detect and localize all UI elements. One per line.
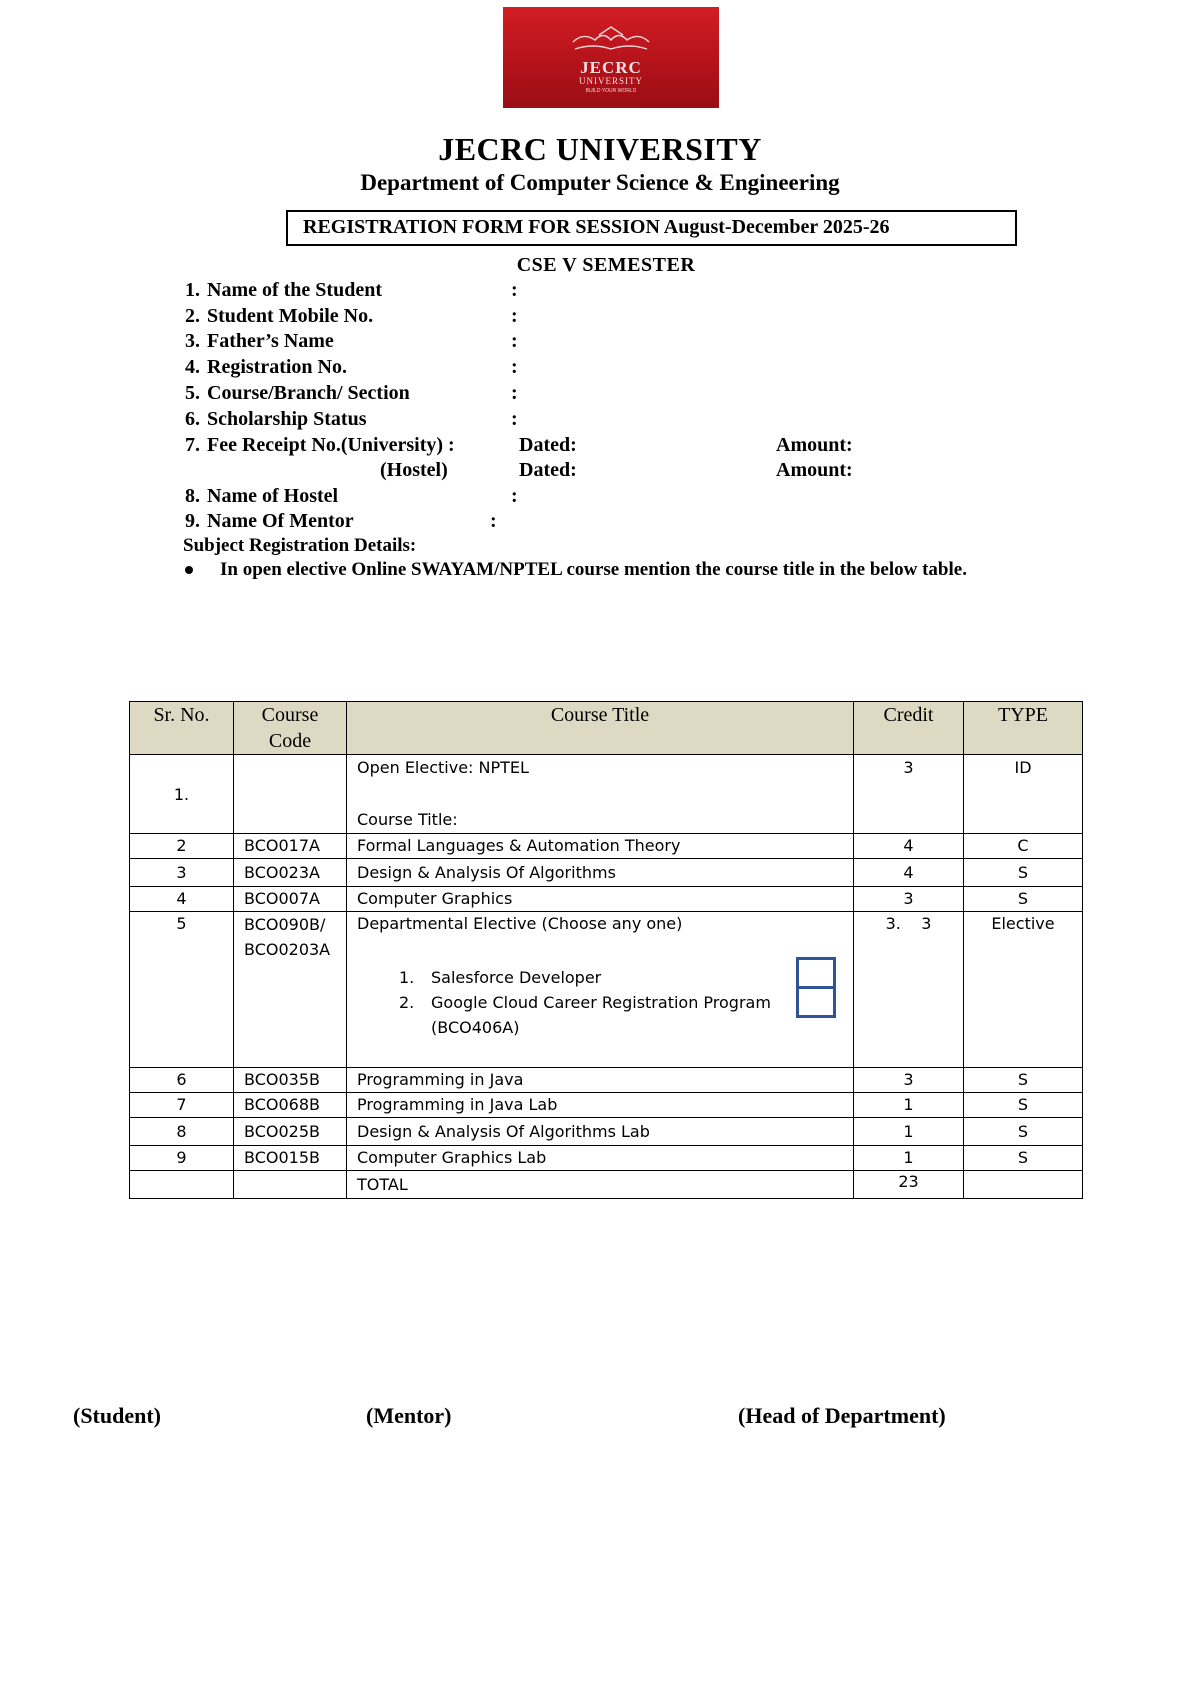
- fee-dated-label: Dated:: [519, 434, 577, 456]
- option-number: 2.: [399, 993, 415, 1012]
- field-number: 1.: [185, 279, 200, 301]
- field-number: 2.: [185, 305, 200, 327]
- field-label: Fee Receipt No.(University) :: [207, 434, 455, 456]
- table-row: [130, 1068, 1083, 1093]
- cell-code: BCO023A: [234, 859, 347, 887]
- table-row-departmental-elective: [130, 912, 1083, 1068]
- field-label: Name of Hostel: [207, 485, 339, 507]
- checkbox-salesforce[interactable]: [796, 957, 836, 986]
- logo-wordmark: JECRC: [580, 58, 642, 77]
- option-salesforce: Salesforce Developer: [431, 968, 602, 987]
- cell-sr: 3: [130, 859, 234, 887]
- field-colon: :: [511, 382, 518, 404]
- field-colon: :: [490, 510, 497, 532]
- total-credit: 23: [854, 1171, 964, 1199]
- cell-sr: 4: [130, 887, 234, 912]
- cell-title: [347, 912, 854, 1068]
- signature-student: (Student): [73, 1403, 162, 1428]
- cell-code: BCO017A: [234, 834, 347, 859]
- logo-subtitle: UNIVERSITY: [579, 76, 643, 86]
- code-line2: BCO0203A: [244, 940, 331, 959]
- cell-code: BCO025B: [234, 1118, 347, 1146]
- field-label: Name of the Student: [207, 279, 382, 301]
- fee-amount-label: Amount:: [776, 434, 853, 456]
- table-row: [130, 1118, 1083, 1146]
- table-total-row: [130, 1171, 1083, 1199]
- field-number: 3.: [185, 330, 200, 352]
- table-row: [130, 1093, 1083, 1118]
- cell-code: [234, 912, 347, 1068]
- bullet-icon: [185, 566, 193, 574]
- field-label: Name Of Mentor: [207, 510, 354, 532]
- signature-mentor: (Mentor): [366, 1403, 452, 1428]
- header-course-code-line1: Course: [261, 704, 319, 726]
- elective-heading: Departmental Elective (Choose any one): [357, 914, 683, 933]
- cell-title: Programming in Java Lab: [347, 1093, 854, 1118]
- cell-title: Design & Analysis Of Algorithms Lab: [347, 1118, 854, 1146]
- cell-sr: [130, 1171, 234, 1199]
- table-row: [130, 1146, 1083, 1171]
- semester-label: CSE V SEMESTER: [516, 254, 696, 276]
- field-number: 7.: [185, 434, 200, 456]
- option-number: 1.: [399, 968, 415, 987]
- cell-credit: 1: [854, 1093, 964, 1118]
- cell-code: BCO035B: [234, 1068, 347, 1093]
- field-colon: :: [511, 305, 518, 327]
- field-label: Registration No.: [207, 356, 347, 378]
- department-name: Department of Computer Science & Engineering: [360, 170, 840, 195]
- cell-credit: 1: [854, 1146, 964, 1171]
- logo-tagline: BUILD YOUR WORLD: [585, 88, 637, 94]
- header-course-code: [234, 702, 347, 755]
- subject-registration-heading: Subject Registration Details:: [183, 535, 417, 556]
- cell-sr: 7: [130, 1093, 234, 1118]
- cell-title: [347, 755, 854, 834]
- open-elective-label: Open Elective: NPTEL: [357, 758, 529, 777]
- cell-title: Computer Graphics: [347, 887, 854, 912]
- cell-code: BCO007A: [234, 887, 347, 912]
- field-number: 9.: [185, 510, 200, 532]
- cell-type: S: [964, 1118, 1083, 1146]
- fee-amount-label: Amount:: [776, 459, 853, 481]
- cell-type: C: [964, 834, 1083, 859]
- cell-type: S: [964, 859, 1083, 887]
- checkbox-google-cloud[interactable]: [796, 986, 836, 1018]
- header-type: TYPE: [964, 702, 1083, 755]
- field-number: 5.: [185, 382, 200, 404]
- header-credit: Credit: [854, 702, 964, 755]
- field-label: Father’s Name: [207, 330, 334, 352]
- code-line1: BCO090B/: [244, 915, 326, 934]
- cell-type: S: [964, 1146, 1083, 1171]
- subject-table: [129, 701, 1083, 1199]
- field-number: 8.: [185, 485, 200, 507]
- fee-hostel-label: (Hostel): [380, 459, 448, 481]
- table-row: [130, 887, 1083, 912]
- elective-checkboxes: [796, 957, 836, 1021]
- cell-sr: 6: [130, 1068, 234, 1093]
- header-sr-no: Sr. No.: [130, 702, 234, 755]
- form-title-box: REGISTRATION FORM FOR SESSION August-December 2025-26: [286, 210, 1017, 246]
- field-colon: :: [511, 356, 518, 378]
- credit-value: 3: [921, 914, 932, 933]
- field-colon: :: [511, 485, 518, 507]
- cell-code: BCO015B: [234, 1146, 347, 1171]
- cell-type: Elective: [964, 912, 1083, 1068]
- option-google-cloud: Google Cloud Career Registration Program: [431, 993, 771, 1012]
- option-google-cloud-code: (BCO406A): [431, 1018, 520, 1037]
- table-row: [130, 834, 1083, 859]
- cell-sr: 5: [130, 912, 234, 1068]
- cell-title: Formal Languages & Automation Theory: [347, 834, 854, 859]
- cell-title: Programming in Java: [347, 1068, 854, 1093]
- cell-credit: 3: [854, 887, 964, 912]
- cell-code: [234, 1171, 347, 1199]
- cell-credit: 3: [854, 1068, 964, 1093]
- cell-type: S: [964, 1068, 1083, 1093]
- course-title-input-label[interactable]: Course Title:: [357, 810, 458, 829]
- field-label: Course/Branch/ Section: [207, 382, 410, 404]
- signature-hod: (Head of Department): [738, 1403, 946, 1428]
- table-row: [130, 859, 1083, 887]
- cell-type: S: [964, 1093, 1083, 1118]
- cell-sr: 9: [130, 1146, 234, 1171]
- table-row: [130, 755, 1083, 834]
- field-number: 6.: [185, 408, 200, 430]
- cell-credit: 4: [854, 834, 964, 859]
- header-course-title: Course Title: [347, 702, 854, 755]
- field-label: Scholarship Status: [207, 408, 367, 430]
- cell-title: Design & Analysis Of Algorithms: [347, 859, 854, 887]
- cell-credit: 4: [854, 859, 964, 887]
- field-colon: :: [511, 330, 518, 352]
- field-colon: :: [511, 279, 518, 301]
- fee-dated-label: Dated:: [519, 459, 577, 481]
- cell-sr: 2: [130, 834, 234, 859]
- cell-type: S: [964, 887, 1083, 912]
- table-header-row: [130, 702, 1083, 755]
- total-label: TOTAL: [347, 1171, 854, 1199]
- cell-credit: [854, 912, 964, 1068]
- cell-type: [964, 1171, 1083, 1199]
- cell-type: ID: [964, 755, 1083, 834]
- crest-icon: [503, 7, 719, 108]
- cell-sr: 8: [130, 1118, 234, 1146]
- cell-sr: 1.: [130, 755, 234, 834]
- cell-title: Computer Graphics Lab: [347, 1146, 854, 1171]
- header-course-code-line2: Code: [268, 730, 312, 752]
- cell-code: [234, 755, 347, 834]
- elective-options: [357, 936, 853, 1056]
- university-name: JECRC UNIVERSITY: [438, 131, 762, 167]
- elective-note: In open elective Online SWAYAM/NPTEL course mention the course title in the below table.: [220, 559, 967, 580]
- cell-code: BCO068B: [234, 1093, 347, 1118]
- cell-credit: 3: [854, 755, 964, 834]
- field-number: 4.: [185, 356, 200, 378]
- credit-value: 3.: [885, 914, 901, 933]
- cell-credit: 1: [854, 1118, 964, 1146]
- university-logo: [503, 7, 719, 108]
- field-colon: :: [511, 408, 518, 430]
- field-label: Student Mobile No.: [207, 305, 374, 327]
